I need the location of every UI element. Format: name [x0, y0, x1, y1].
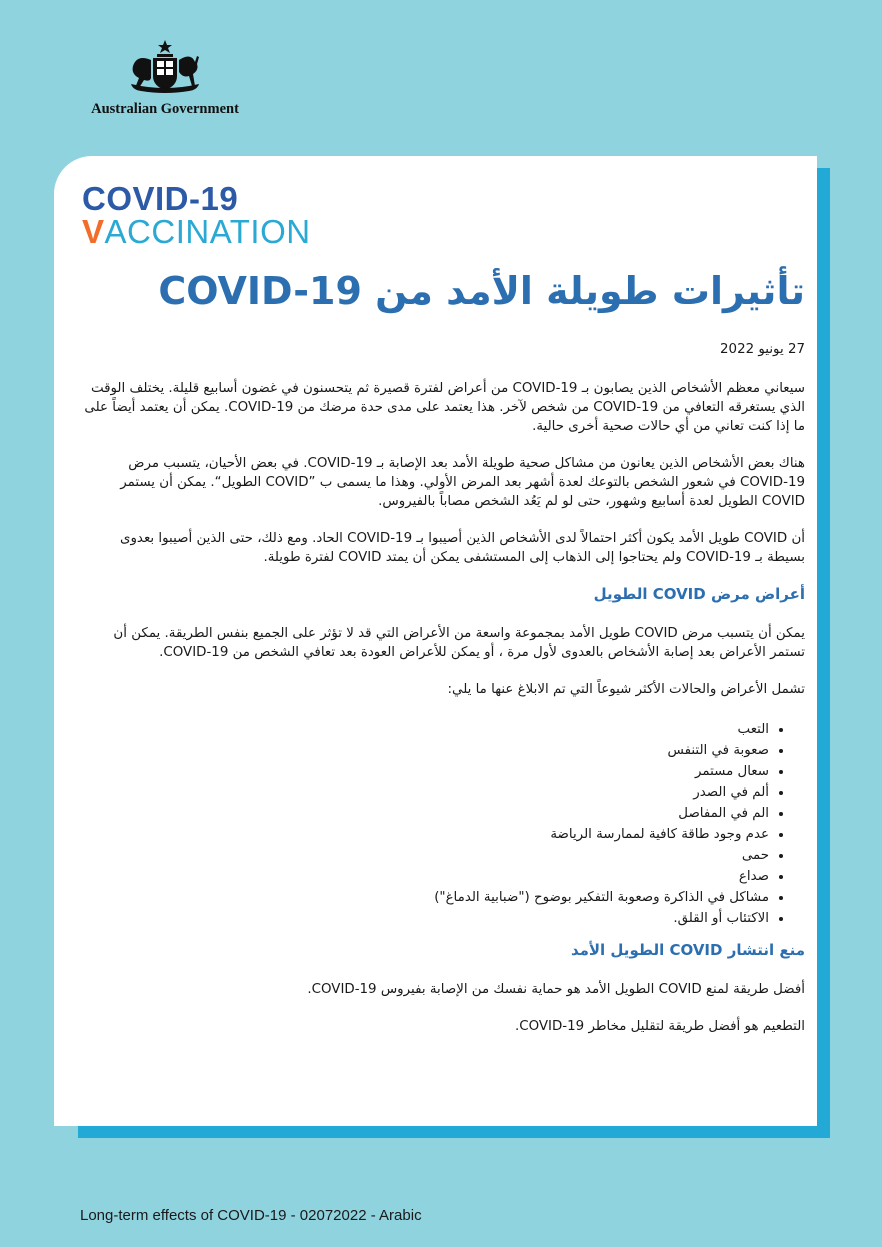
list-item: • التعب [80, 719, 769, 740]
logo-line-vaccination [82, 215, 332, 248]
intro-paragraph-1: سيعاني معظم الأشخاص الذين يصابون بـ COVID-19 من أعراض لفترة قصيرة ثم يتحسنون في غضون أسابيع قليلة. يختلف الوقت الذي يستغرقه التعافي من COVID-19 من شخص لآخر. هذا يعتمد على مدى حدة مرضك من COVID-19. يمكن أن يعتمد أيضاً على ما إذا كنت تعاني من أي حالات صحية أخرى حالية. [84, 381, 805, 434]
symptoms-paragraph: يمكن أن يتسبب مرض COVID طويل الأمد بمجموعة واسعة من الأعراض التي قد لا تؤثر على الجميع بنفس الطريقة. يمكن أن تستمر الأعراض بعد إصابة الأشخاص بالعدوى لأول مرة ، أو يمكن للأعراض العودة بعد تعافي الشخص من COVID-19. [113, 626, 805, 660]
symptoms-list [80, 719, 805, 929]
page-title: تأثيرات طويلة الأمد من COVID-19 [158, 269, 805, 313]
intro-paragraph-3: أن COVID طويل الأمد يكون أكثر احتمالاً لدى الأشخاص الذين أصيبوا بـ COVID-19 الحاد. ومع ذلك، حتى الذين أصيبوا بعدوى بسيطة بـ COVID-19 ولم يحتاجوا إلى الذهاب إلى المستشفى يمكن أن يمتد COVID لفترة طويلة. [119, 531, 805, 565]
prevention-heading: منع انتشار COVID الطويل الأمد [570, 941, 805, 959]
list-item: • صعوبة في التنفس [80, 740, 769, 761]
list-item: • سعال مستمر [80, 761, 769, 782]
list-item: • الاكتئاب أو القلق. [80, 908, 769, 929]
list-item: • حمى [80, 845, 769, 866]
list-item: • مشاكل في الذاكرة وصعوبة التفكير بوضوح ("ضبابية الدماغ") [80, 887, 769, 908]
document-content [80, 268, 805, 1054]
covid-vaccination-logo [82, 182, 332, 248]
prevention-paragraph-1: أفضل طريقة لمنع COVID الطويل الأمد هو حماية نفسك من الإصابة بفيروس COVID-19. [307, 982, 805, 997]
intro-paragraph-2: هناك بعض الأشخاص الذين يعانون من مشاكل صحية طويلة الأمد بعد الإصابة بـ COVID-19. في بعض الأحيان، يتسبب مرض COVID-19 في شعور الشخص بالتوعك لعدة أشهر بعد المرض الأولي. وهذا ما يسمى ب ”COVID الطويل“. يمكن أن يستمر COVID الطويل لعدة أسابيع وشهور، حتى لو لم يَعُد الشخص مصاباً بالفيروس. [120, 456, 805, 509]
logo-line-covid: COVID-19 [82, 180, 239, 217]
symptoms-heading: أعراض مرض COVID الطويل [593, 585, 805, 603]
prevention-paragraph-2: التطعيم هو أفضل طريقة لتقليل مخاطر COVID-19. [514, 1019, 805, 1034]
logo-checkmark-v: V [82, 213, 105, 250]
australian-government-logo [80, 38, 250, 128]
list-item: • الم في المفاصل [80, 803, 769, 824]
list-item: • صداع [80, 866, 769, 887]
list-item: • ألم في الصدر [80, 782, 769, 803]
coat-of-arms-icon [117, 38, 213, 98]
symptoms-intro: تشمل الأعراض والحالات الأكثر شيوعاً التي تم الابلاغ عنها ما يلي: [447, 682, 805, 697]
page-footer: Long-term effects of COVID-19 - 02072022 - Arabic [80, 1207, 422, 1224]
list-item: • عدم وجود طاقة كافية لممارسة الرياضة [80, 824, 769, 845]
logo-line-vaccination-text: ACCINATION [104, 213, 311, 250]
document-card [54, 156, 817, 1126]
government-name: Australian Government [91, 101, 239, 117]
document-date: 27 يونيو 2022 [720, 342, 805, 357]
